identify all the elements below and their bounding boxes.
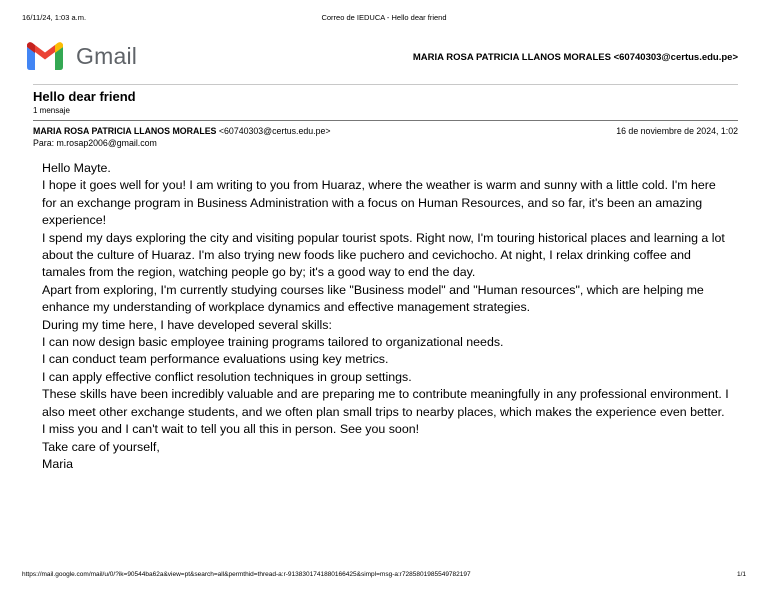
body-signature: Maria [42,456,73,471]
body-skill-item: I can now design basic employee training programs tailored to organizational needs. [42,335,504,350]
body-closing: Take care of yourself, [42,439,160,454]
account-name: MARIA ROSA PATRICIA LLANOS MORALES <60740303@certus.edu.pe> [412,52,738,63]
body-paragraph: I miss you and I can't wait to tell you all this in person. See you soon! [42,422,420,437]
message-sender [33,126,331,136]
print-footer-url: https://mail.google.com/mail/u/0/?ik=90544ba62a&view=pt&search=all&permthid=thread-a:r-9138301741880166425&simpl=msg-a:r7285801985549782197 [22,571,471,578]
sender-name: MARIA ROSA PATRICIA LLANOS MORALES [33,126,217,136]
print-page-number: 1/1 [736,571,746,578]
sender-email: <60740303@certus.edu.pe> [218,126,331,136]
gmail-brand [27,39,137,73]
body-paragraph: I hope it goes well for you! I am writing to you from Huaraz, where the weather is warm and sunny with a little cold. I'm here for an exchange program in Business Administration with a focus on Human Resources, and so far, it's been an amazing experience! [42,178,716,228]
print-date: 16/11/24, 1:03 a.m. [22,13,87,22]
gmail-logo-icon [27,42,63,70]
header-divider [33,84,738,85]
print-header [22,13,746,23]
body-skill-item: I can apply effective conflict resolution techniques in group settings. [42,369,412,384]
message-date: 16 de noviembre de 2024, 1:02 [616,126,738,136]
message-body [42,160,732,473]
body-paragraph: These skills have been incredibly valuable and are preparing me to contribute meaningfully in any professional environment. I also meet other exchange students, and we often plan small trips to nearby places, which makes the experience even better. [42,387,729,419]
print-title: Correo de IEDUCA - Hello dear friend [321,13,447,22]
body-greeting: Hello Mayte. [42,161,111,175]
thread-subject: Hello dear friend [33,89,136,104]
gmail-wordmark: Gmail [76,42,138,69]
body-paragraph: I spend my days exploring the city and visiting popular tourist spots. Right now, I'm touring historical places and learning a lot about the culture of Huaraz. I'm also trying new foods like puchero and cevichocho. At night, I relax drinking coffee and tamales from the region, watching people go by; it's a good way to end the day. [42,230,725,280]
message-recipient: Para: m.rosap2006@gmail.com [33,138,157,148]
body-paragraph: During my time here, I have developed several skills: [42,317,332,332]
body-paragraph: Apart from exploring, I'm currently studying courses like "Business model" and "Human resources", which are helping me enhance my understanding of workplace dynamics and effective management strategies. [42,282,704,315]
body-skill-item: I can conduct team performance evaluations using key metrics. [42,352,389,367]
message-divider [33,120,738,121]
message-count: 1 mensaje [33,106,70,115]
